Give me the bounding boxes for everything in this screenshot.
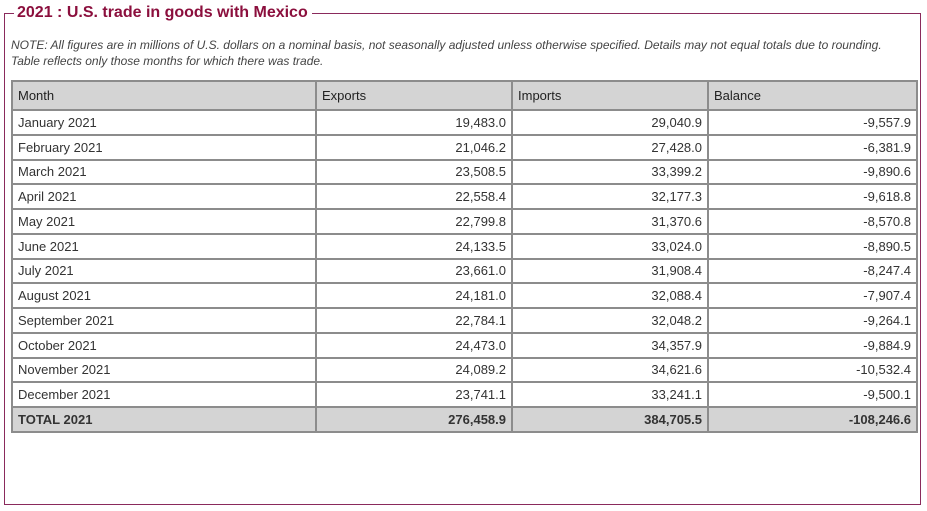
cell-imports: 32,088.4 [512,283,708,308]
cell-imports: 33,241.1 [512,382,708,407]
table-row [12,382,917,407]
cell-month: April 2021 [12,184,316,209]
total-label: TOTAL 2021 [12,407,316,432]
cell-imports: 32,177.3 [512,184,708,209]
cell-balance: -9,500.1 [708,382,917,407]
table-row [12,160,917,185]
cell-exports: 24,089.2 [316,358,512,383]
cell-exports: 22,784.1 [316,308,512,333]
cell-balance: -9,557.9 [708,110,917,135]
cell-month: July 2021 [12,259,316,284]
cell-month: February 2021 [12,135,316,160]
column-header-imports: Imports [512,81,708,110]
table-row [12,184,917,209]
table-row [12,259,917,284]
table-row [12,308,917,333]
cell-balance: -7,907.4 [708,283,917,308]
cell-imports: 32,048.2 [512,308,708,333]
cell-month: October 2021 [12,333,316,358]
cell-balance: -9,618.8 [708,184,917,209]
table-row [12,234,917,259]
cell-exports: 23,741.1 [316,382,512,407]
cell-exports: 24,181.0 [316,283,512,308]
table-row [12,333,917,358]
cell-imports: 31,370.6 [512,209,708,234]
cell-balance: -9,264.1 [708,308,917,333]
cell-imports: 33,399.2 [512,160,708,185]
cell-imports: 34,621.6 [512,358,708,383]
cell-month: June 2021 [12,234,316,259]
cell-balance: -10,532.4 [708,358,917,383]
cell-exports: 22,799.8 [316,209,512,234]
cell-imports: 33,024.0 [512,234,708,259]
cell-exports: 23,661.0 [316,259,512,284]
column-header-balance: Balance [708,81,917,110]
table-row [12,135,917,160]
cell-balance: -9,890.6 [708,160,917,185]
cell-exports: 24,133.5 [316,234,512,259]
cell-imports: 31,908.4 [512,259,708,284]
cell-exports: 22,558.4 [316,184,512,209]
note-text: NOTE: All figures are in millions of U.S. dollars on a nominal basis, not seasonally adjusted unless otherwise specified. Details may not equal totals due to rounding. Table reflects only those months for which there was trade. [11,38,882,68]
cell-month: May 2021 [12,209,316,234]
table-row [12,283,917,308]
cell-balance: -8,890.5 [708,234,917,259]
cell-exports: 21,046.2 [316,135,512,160]
cell-exports: 24,473.0 [316,333,512,358]
cell-month: January 2021 [12,110,316,135]
cell-balance: -8,570.8 [708,209,917,234]
cell-month: November 2021 [12,358,316,383]
total-imports: 384,705.5 [512,407,708,432]
cell-imports: 34,357.9 [512,333,708,358]
cell-month: September 2021 [12,308,316,333]
cell-exports: 23,508.5 [316,160,512,185]
table-row [12,209,917,234]
column-header-month: Month [12,81,316,110]
table-row [12,358,917,383]
cell-month: March 2021 [12,160,316,185]
cell-month: August 2021 [12,283,316,308]
cell-balance: -8,247.4 [708,259,917,284]
total-exports: 276,458.9 [316,407,512,432]
total-balance: -108,246.6 [708,407,917,432]
cell-imports: 27,428.0 [512,135,708,160]
page-title: 2021 : U.S. trade in goods with Mexico [14,3,312,23]
table-row [12,110,917,135]
cell-imports: 29,040.9 [512,110,708,135]
cell-balance: -9,884.9 [708,333,917,358]
cell-month: December 2021 [12,382,316,407]
table-total-row [12,407,917,432]
table-header-row [12,81,917,110]
cell-balance: -6,381.9 [708,135,917,160]
cell-exports: 19,483.0 [316,110,512,135]
trade-table [11,80,918,433]
column-header-exports: Exports [316,81,512,110]
